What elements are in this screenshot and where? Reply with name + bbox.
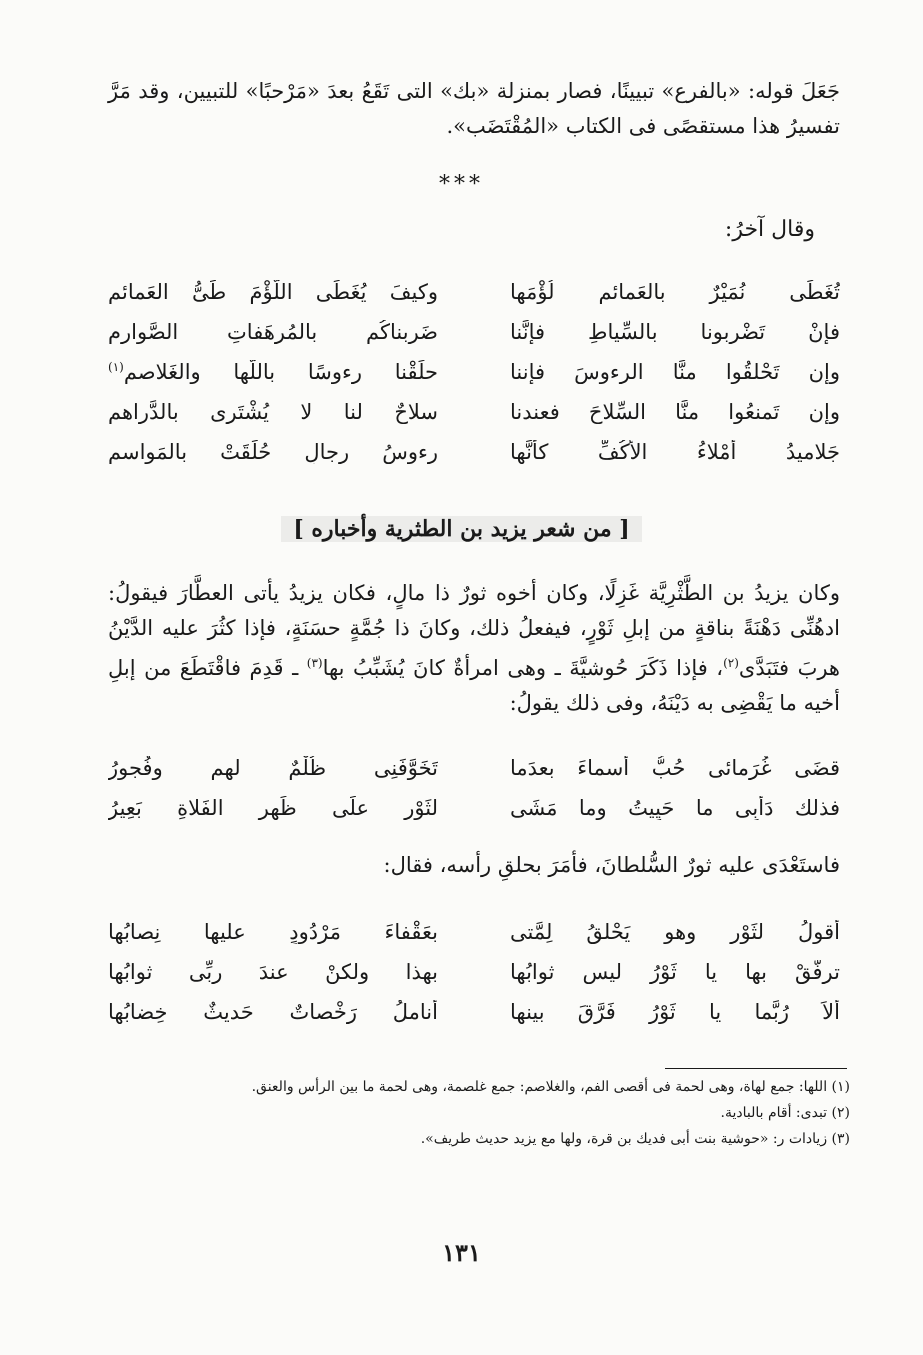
hemistich-first: قضَى غُرَمائى حُبُّ أسماءَ بعدَما — [510, 756, 840, 780]
hemistich-second: تَخَوَّفَنِى ظُلْمٌ لهم وفُجورُ — [108, 756, 438, 780]
verse-line — [108, 788, 840, 828]
hemistich-second: لثَوْرٍ علَى ظَهرِ الفَلاةِ بَعِيرُ — [108, 796, 438, 820]
hemistich-second-with-note — [108, 360, 438, 384]
footnote: (٣) زيادات ر: «حوشية بنت أبى فديك بن قرة، ولها مع يزيد حديث طريف». — [420, 1131, 850, 1147]
verse-line — [108, 392, 840, 432]
poem-3 — [108, 912, 840, 1032]
hemistich-first: أقولُ لثَوْرٍ وهو يَحْلقُ لِمَّتى — [510, 920, 840, 944]
poem-2 — [108, 748, 840, 828]
footnote: (٢) تبدى: أقام بالبادية. — [720, 1105, 850, 1121]
paragraph-text: ـ قَدِمَ فاقْتَطَعَ من إبلِ أخيه ما يَقْضِى به دَيْنَهُ، وفى ذلك يقولُ: — [108, 656, 840, 715]
hemistich-second: بهذا ولكنْ عندَ ربِّى ثوابُها — [108, 960, 438, 984]
verse-line — [108, 272, 840, 312]
hemistich-second: سلاحٌ لنا لا يُشْتَرى بالدَّراهمِ — [108, 400, 438, 424]
poem-1 — [108, 272, 840, 472]
hemistich-second: أناملُ رَخْصاتٌ حَديثٌ خِضابُها — [108, 1000, 438, 1024]
paragraph-text: ، فإذا ذَكَرَ حُوشيَّةَ ـ وهى امرأةٌ كانَ يُشَبِّبُ بها — [322, 656, 724, 680]
hemistich-second: حلَقْنا رءوسًا باللَّها والغَلاصمِ — [123, 360, 438, 384]
verse-line — [108, 352, 840, 392]
hemistich-first: وإن تَحْلقُوا منَّا الرءوسَ فإِننا — [510, 360, 840, 384]
paragraph-text: وكان يزيدُ بن الطَّثْرِيَّة غَزِلًا، وكان أخوه ثورٌ ذا مالٍ، فكان يزيدُ يأتى العطَّارَ فيقولُ: ادهُنِّى دَهْنَةً بناقةٍ من إبلِ ثَوْرٍ، فيفعلُ ذلك، وكانَ ذا جُمَّةٍ حسَنَةٍ، فإذا كثُرَ عليه الدَّيْنُ هربَ فتَبَدَّى — [108, 581, 841, 680]
hemistich-first: فإِنْ تَضْربونا بالسِّياطِ فإِنَّنا — [510, 320, 840, 344]
footnotes — [108, 1074, 850, 1152]
hemistich-first: جَلاميدُ أَمْلاءُ الأكُفِّ كأنَّها — [510, 440, 840, 464]
hemistich-first: ترفَّقْ بها يا ثَوْرُ ليس ثوابُها — [510, 960, 840, 984]
prose-line: فاستَعْدَى عليه ثورٌ السُّلطانَ، فأمَرَ بحلقِ رأسه، فقال: — [383, 853, 840, 877]
verse-line — [108, 312, 840, 352]
hemistich-second: رءوسُ رجالٍ حُلِّقَتْ بالمَواسمِ — [108, 440, 438, 464]
hemistich-first: فذلك دَأْبِى ما حَيِيتُ وما مَشَى — [510, 796, 840, 820]
hemistich-first: تُغَطِّى نُمَيْرٌ بالعَمائم لُؤْمَها — [510, 280, 840, 304]
footnote: (١) اللها: جمع لهاة، وهى لحمة فى أقصى الفم، والغلاصم: جمع غلصمة، وهى لحمة ما بين الرأس والعنق. — [251, 1079, 850, 1095]
footnote-marker: (١) — [108, 360, 124, 374]
footnote-marker: (٢) — [723, 656, 739, 670]
footnote-divider — [665, 1068, 847, 1069]
verse-line — [108, 432, 840, 472]
hemistich-second: ضَربناكُم بالمُرهَفاتِ الصَّوارمِ — [108, 320, 438, 344]
verse-line — [108, 992, 840, 1032]
hemistich-first: وإن تَمنعُوا منَّا السِّلاحَ فعندنا — [510, 400, 840, 424]
intro-paragraph: جَعَلَ قوله: «بالفرع» تبيينًا، فصار بمنزلة «بك» التى تَقَعُ بعدَ «مَرْحبًا» للتبيين، وقد مَرَّ تفسيرُ هذا مستقصًى فى الكتاب «المُقْتَضَب». — [108, 79, 840, 138]
page-number: ١٣١ — [442, 1238, 481, 1267]
section-separator: *** — [439, 172, 484, 197]
section-heading — [0, 516, 923, 542]
section-paragraph — [108, 576, 840, 721]
verse-line — [108, 748, 840, 788]
hemistich-second: وكيفَ يُغَطِّى اللُّؤْمَ طَىُّ العَمائمِ — [108, 280, 438, 304]
verse-line — [108, 952, 840, 992]
hemistich-first: ألاَ رُبَّما يا ثَوْرُ فَرَّقَ بينها — [510, 1000, 840, 1024]
poem1-intro: وقال آخرُ: — [724, 217, 815, 242]
footnote-marker: (٣) — [306, 656, 323, 670]
verse-line — [108, 912, 840, 952]
hemistich-second: بعَقْفاءَ مَرْدُودٍ عليها نِصابُها — [108, 920, 438, 944]
section-heading-text: [ من شعر يزيد بن الطثرية وأخباره ] — [281, 516, 641, 542]
